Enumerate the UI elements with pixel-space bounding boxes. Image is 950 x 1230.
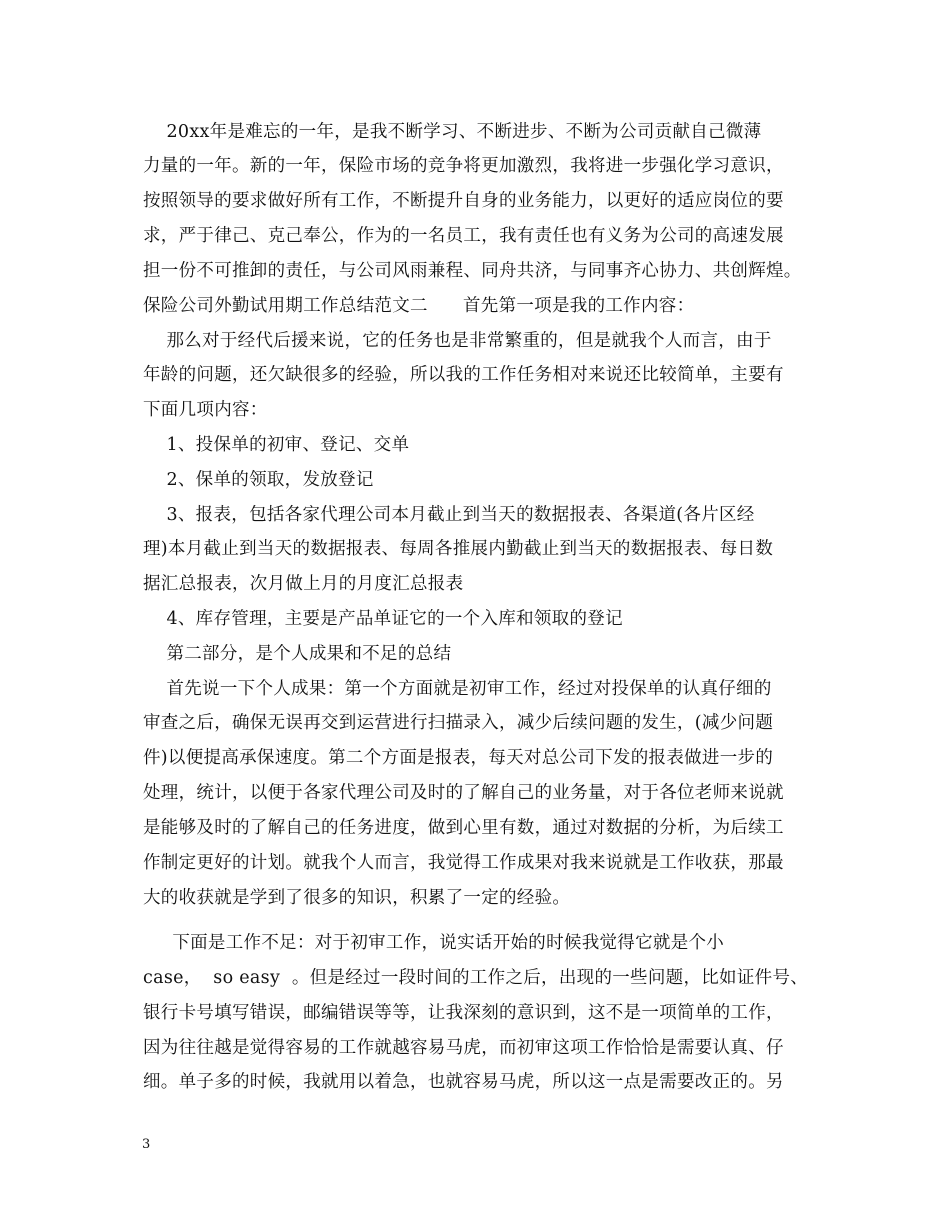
text-line: 按照领导的要求做好所有工作，不断提升自身的业务能力，以更好的适应岗位的要 (143, 191, 784, 211)
text-line: 2、保单的领取，发放登记 (143, 470, 374, 490)
text-line: 年龄的问题，还欠缺很多的经验，所以我的工作任务相对来说还比较简单，主要有 (143, 365, 784, 385)
text-line: 求，严于律己、克己奉公，作为的一名员工，我有责任也有义务为公司的高速发展 (143, 226, 784, 246)
text-line: 作制定更好的计划。就我个人而言，我觉得工作成果对我来说就是工作收获，那最 (143, 853, 784, 873)
text-line: 4、库存管理，主要是产品单证它的一个入库和领取的登记 (143, 609, 623, 629)
text-line: case， so easy 。但是经过一段时间的工作之后，出现的一些问题，比如证件号、 (143, 968, 809, 988)
text-line: 银行卡号填写错误，邮编错误等等，让我深刻的意识到，这不是一项简单的工作， (143, 1003, 784, 1023)
text-line: 大的收获就是学到了很多的知识，积累了一定的经验。 (143, 888, 571, 908)
text-line: 理)本月截止到当天的数据报表、每周各推展内勤截止到当天的数据报表、每日数 (143, 539, 774, 559)
text-line: 那么对于经代后援来说，它的任务也是非常繁重的，但是就我个人而言，由于 (143, 331, 772, 351)
text-line: 20xx年是难忘的一年，是我不断学习、不断进步、不断为公司贡献自己微薄 (143, 122, 762, 142)
text-line: 保险公司外勤试用期工作总结范文二 首先第一项是我的工作内容： (143, 296, 695, 316)
text-line: 是能够及时的了解自己的任务进度，做到心里有数，通过对数据的分析，为后续工 (143, 818, 784, 838)
text-line: 下面是工作不足：对于初审工作，说实话开始的时候我觉得它就是个小 (143, 933, 725, 953)
text-line: 下面几项内容： (143, 400, 268, 420)
text-line: 第二部分，是个人成果和不足的总结 (143, 644, 452, 664)
text-line: 审查之后，确保无误再交到运营进行扫描录入，减少后续问题的发生，(减少问题 (143, 713, 774, 733)
text-line: 据汇总报表，次月做上月的月度汇总报表 (143, 574, 464, 594)
text-line: 3、报表，包括各家代理公司本月截止到当天的数据报表、各渠道(各片区经 (143, 505, 755, 525)
text-line: 因为往往越是觉得容易的工作就越容易马虎，而初审这项工作恰恰是需要认真、仔 (143, 1038, 784, 1058)
text-line: 细。单子多的时候，我就用以着急，也就容易马虎，所以这一点是需要改正的。另 (143, 1072, 784, 1092)
page-number: 3 (142, 1137, 151, 1152)
text-line: 力量的一年。新的一年，保险市场的竞争将更加激烈，我将进一步强化学习意识， (143, 156, 784, 176)
text-line: 件)以便提高承保速度。第二个方面是报表，每天对总公司下发的报表做进一步的 (143, 748, 774, 768)
text-line: 处理，统计，以便于各家代理公司及时的了解自己的业务量，对于各位老师来说就 (143, 783, 784, 803)
text-line: 担一份不可推卸的责任，与公司风雨兼程、同舟共济，与同事齐心协力、共创辉煌。 (143, 261, 802, 281)
text-line: 1、投保单的初审、登记、交单 (143, 435, 410, 455)
text-line: 首先说一下个人成果：第一个方面就是初审工作，经过对投保单的认真仔细的 (143, 679, 772, 699)
